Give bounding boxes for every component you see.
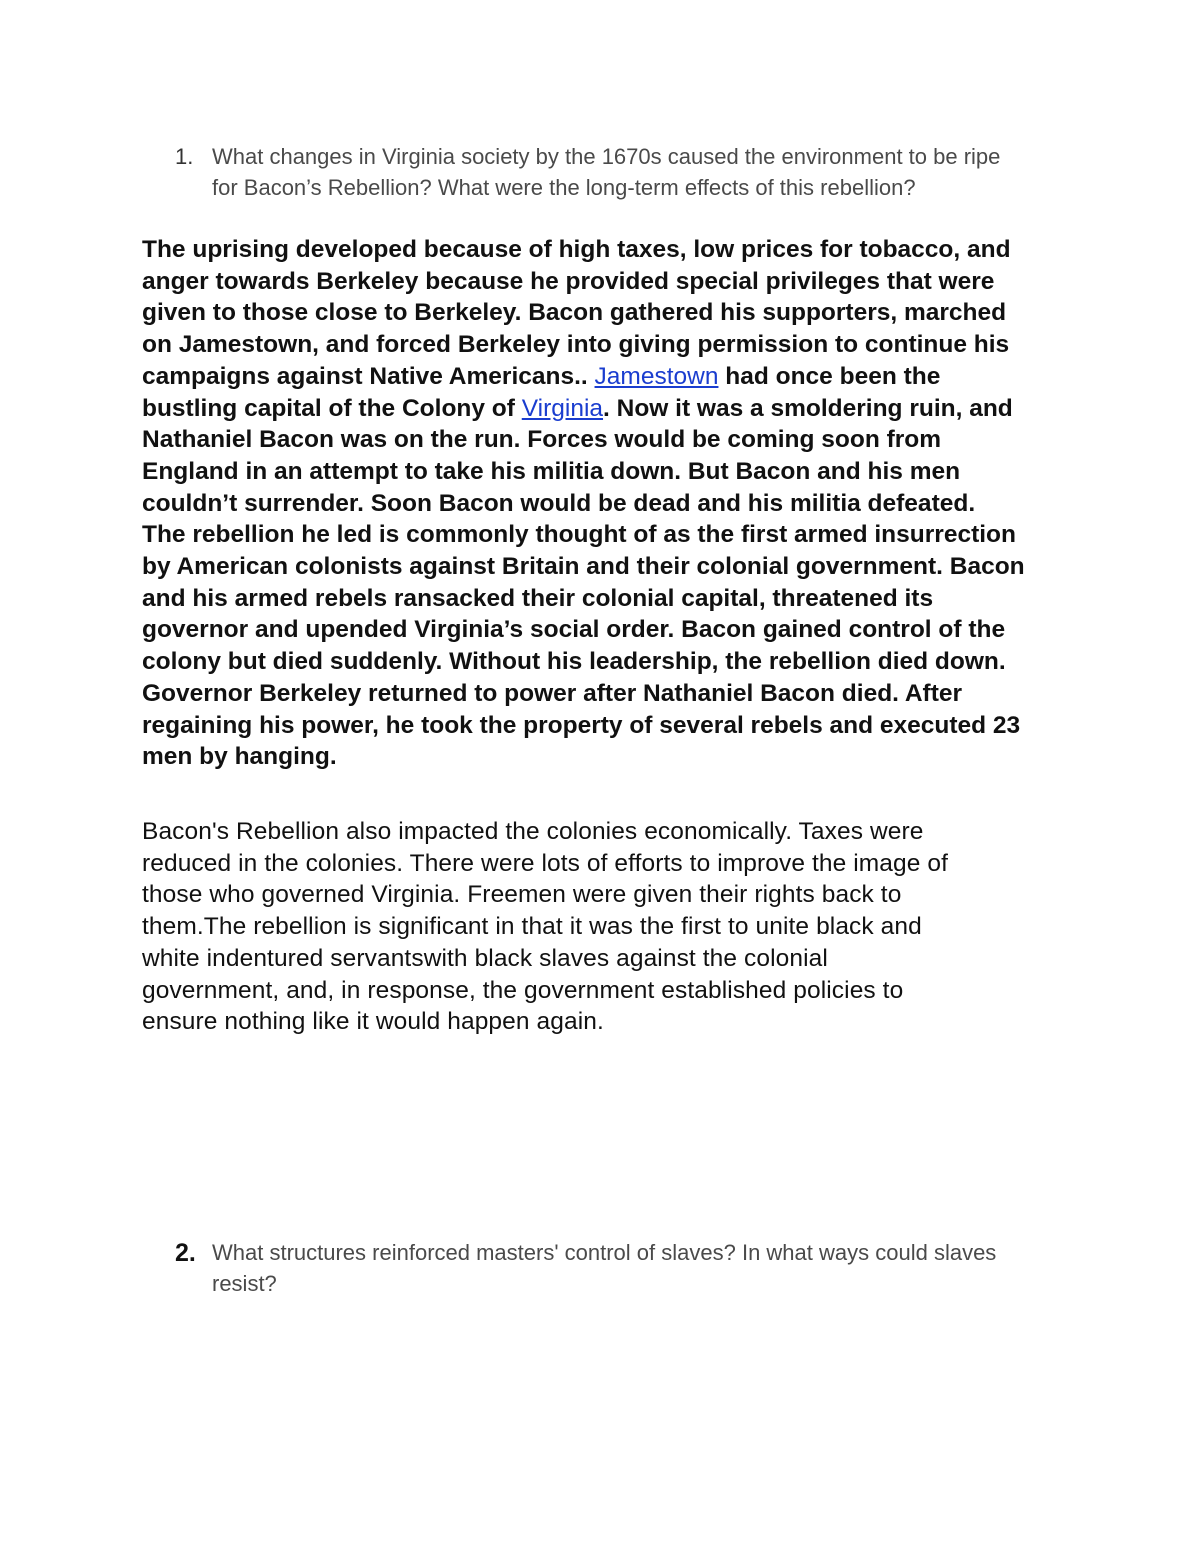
question-1-text xyxy=(212,141,1075,203)
answer-paragraph-2 xyxy=(142,816,1072,1038)
question-2-line: resist? xyxy=(212,1271,277,1296)
question-2-line: What structures reinforced masters' control of slaves? In what ways could slaves xyxy=(212,1240,997,1265)
answer-line: Governor Berkeley returned to power after Nathaniel Bacon died. After xyxy=(142,679,963,707)
answer-line: government, and, in response, the government established policies to xyxy=(142,976,904,1004)
question-2-number: 2. xyxy=(175,1239,196,1267)
answer-line: Nathaniel Bacon was on the run. Forces would be coming soon from xyxy=(142,426,942,454)
answer-text: bustling capital of the Colony of xyxy=(142,394,522,422)
question-1-line: for Bacon’s Rebellion? What were the long-term effects of this rebellion? xyxy=(212,175,916,200)
answer-line: ensure nothing like it would happen again. xyxy=(142,1008,604,1036)
answer-line: men by hanging. xyxy=(142,743,337,771)
answer-line: white indentured servantswith black slaves against the colonial xyxy=(142,944,828,972)
question-2-text xyxy=(212,1237,1075,1299)
answer-line: them.The rebellion is significant in that it was the first to unite black and xyxy=(142,913,922,941)
answer-line: those who governed Virginia. Freemen were given their rights back to xyxy=(142,881,902,909)
answer-line: Bacon's Rebellion also impacted the colonies economically. Taxes were xyxy=(142,818,924,845)
question-1-line: What changes in Virginia society by the 1670s caused the environment to be ripe xyxy=(212,144,1001,169)
answer-paragraph-1 xyxy=(142,234,1072,773)
answer-line: England in an attempt to take his militia down. But Bacon and his men xyxy=(142,457,961,485)
jamestown-link[interactable]: Jamestown xyxy=(594,362,719,390)
answer-line xyxy=(142,361,1072,393)
question-1-number: 1. xyxy=(175,144,194,169)
answer-line: given to those close to Berkeley. Bacon gathered his supporters, marched xyxy=(142,299,1007,327)
question-1 xyxy=(175,141,1075,203)
answer-line: reduced in the colonies. There were lots of efforts to improve the image of xyxy=(142,849,948,877)
answer-text: had once been the xyxy=(718,362,941,390)
answer-line: anger towards Berkeley because he provided special privileges that were xyxy=(142,267,995,295)
answer-text: . Now it was a smoldering ruin, and xyxy=(603,394,1013,422)
answer-line: couldn’t surrender. Soon Bacon would be dead and his militia defeated. xyxy=(142,489,976,517)
answer-text: campaigns against Native Americans.. xyxy=(142,362,595,390)
answer-line: colony but died suddenly. Without his leadership, the rebellion died down. xyxy=(142,648,1006,676)
answer-line xyxy=(142,393,1072,425)
answer-line: The rebellion he led is commonly thought of as the first armed insurrection xyxy=(142,521,1016,549)
answer-line: by American colonists against Britain and their colonial government. Bacon xyxy=(142,553,1025,581)
virginia-link[interactable]: Virginia xyxy=(521,394,604,422)
question-2 xyxy=(175,1237,1075,1299)
answer-line: regaining his power, he took the property of several rebels and executed 23 xyxy=(142,711,1021,739)
answer-line: The uprising developed because of high taxes, low prices for tobacco, and xyxy=(142,236,1011,263)
answer-line: and his armed rebels ransacked their colonial capital, threatened its xyxy=(142,584,934,612)
answer-line: on Jamestown, and forced Berkeley into giving permission to continue his xyxy=(142,331,1010,359)
answer-line: governor and upended Virginia’s social order. Bacon gained control of the xyxy=(142,616,1006,644)
